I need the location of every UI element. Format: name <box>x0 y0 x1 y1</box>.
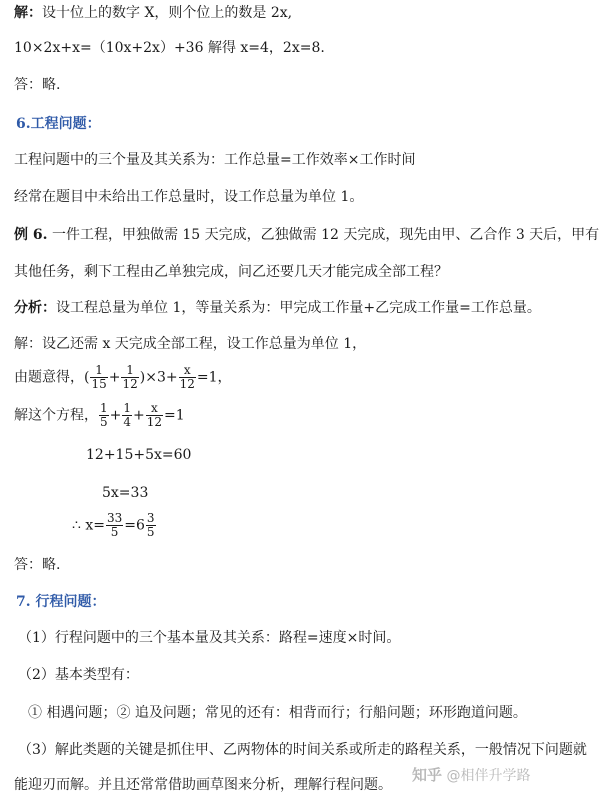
solution-label: 解： <box>14 5 42 21</box>
travel-point-2: （2）基本类型有： <box>18 667 139 683</box>
zhihu-watermark <box>412 764 530 785</box>
paragraph-unit: 经常在题目中未给出工作总量时，设工作总量为单位 1。 <box>14 189 364 205</box>
answer-line: 答：略. <box>14 77 61 93</box>
eq2-prefix: 解这个方程， <box>14 407 98 424</box>
analysis-line <box>14 299 541 317</box>
equation-5: ∴ x= $\frac{33}{5}$ =6 $\frac{3}{5}$ <box>72 511 155 539</box>
travel-point-3-cont: 能迎刃而解。并且还常常借助画草图来分析，理解行程问题。 <box>14 777 392 793</box>
fraction: $\frac{1}{15}$ <box>91 363 107 391</box>
eq1-open: ( <box>84 369 90 386</box>
equation-2: 解这个方程， $\frac{1}{5}$ + $\frac{1}{4}$ + $\frac{x}{12}$ =1 <box>14 401 185 429</box>
travel-point-3: （3）解此类题的关键是抓住甲、乙两物体的时间关系或所走的路程关系，一般情况下问题就 <box>18 742 587 758</box>
section-heading-6: 6.工程问题： <box>16 116 101 132</box>
travel-types: ① 相遇问题；② 追及问题；常见的还有：相背而行；行船问题；环形跑道问题。 <box>28 705 527 721</box>
zhihu-logo: 知乎 <box>412 766 443 784</box>
answer-line-2: 答：略. <box>14 557 61 573</box>
example-6-line-1 <box>14 226 599 244</box>
example-6-line-2: 其他任务，剩下工程由乙单独完成，问乙还要几天才能完成全部工程？ <box>14 264 448 280</box>
fraction: $\frac{1}{5}$ <box>100 401 108 429</box>
eq5-prefix: ∴ x= <box>72 517 105 534</box>
fraction: $\frac{1}{4}$ <box>123 401 132 429</box>
fraction: $\frac{x}{12}$ <box>146 401 163 429</box>
fraction: $\frac{3}{5}$ <box>146 511 155 539</box>
example-6-text: 一件工程，甲独做需 15 天完成，乙独做需 12 天完成，现先由甲、乙合作 3 天后，甲有 <box>47 227 600 243</box>
fraction: $\frac{33}{5}$ <box>106 511 123 539</box>
equation-3: 12+15+5x=60 <box>86 447 192 463</box>
solution-setup-line: 解：设乙还需 x 天完成全部工程，设工作总量为单位 1， <box>14 336 367 352</box>
analysis-text: 设工程总量为单位 1，等量关系为：甲完成工作量+乙完成工作量=工作总量。 <box>56 300 541 316</box>
eq1-prefix: 由题意得， <box>14 369 84 386</box>
fraction: $\frac{x}{12}$ <box>179 363 195 391</box>
equation-line: 10×2x+x=（10x+2x）+36 解得 x=4，2x=8. <box>14 40 325 56</box>
travel-point-1: （1）行程问题中的三个基本量及其关系：路程=速度×时间。 <box>18 630 401 646</box>
example-6-label: 例 6. <box>14 227 48 243</box>
equation-1: 由题意得，( $\frac{1}{15}$ + $\frac{1}{12}$ )×3+ $\frac{x}{12}$ =1， <box>14 363 232 391</box>
equation-4: 5x=33 <box>102 485 149 501</box>
section-heading-7: 7. 行程问题： <box>16 594 106 610</box>
solution-text: 设十位上的数字 X，则个位上的数是 2x, <box>42 5 293 21</box>
analysis-label: 分析： <box>14 300 56 316</box>
paragraph-relation: 工程问题中的三个量及其关系为：工作总量=工作效率×工作时间 <box>14 152 416 168</box>
fraction: $\frac{1}{12}$ <box>122 363 138 391</box>
solution-line-1 <box>14 4 292 22</box>
watermark-handle: @相伴升学路 <box>446 768 531 784</box>
